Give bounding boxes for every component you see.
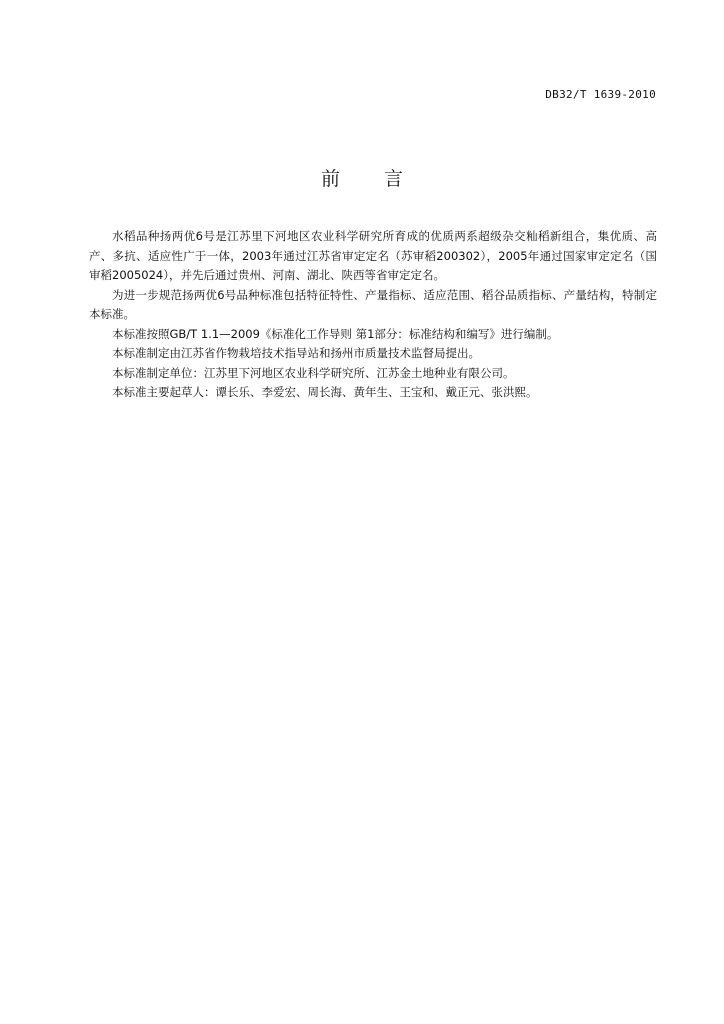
paragraph-proposer: 本标准制定由江苏省作物栽培技术指导站和扬州市质量技术监督局提出。 [112, 346, 480, 360]
paragraph-intro: 水稻品种扬两优6号是江苏里下河地区农业科学研究所育成的优质两系超级杂交籼稻新组合，集优质、高产、多抗、适应性广于一体，2003年通过江苏省审定定名（苏审稻200302），2005年通过国家审定定名（国审稻2005024），并先后通过贵州、河南、湖北、陕西等省审定定名。 [89, 229, 657, 282]
document-code: DB32/T 1639-2010 [545, 88, 656, 101]
paragraph-drafters: 本标准主要起草人：谭长乐、李爱宏、周长海、黄年生、王宝和、戴正元、张洪熙。 [112, 385, 538, 399]
foreword-body [89, 227, 657, 403]
paragraph-drafting-rules: 本标准按照GB/T 1.1—2009《标准化工作导则 第1部分：标准结构和编写》进行编制。 [112, 326, 559, 341]
page-title [0, 164, 724, 191]
paragraph-drafting-units: 本标准制定单位：江苏里下河地区农业科学研究所、江苏金土地种业有限公司。 [112, 365, 515, 380]
title-char-2: 言 [384, 168, 404, 190]
title-char-1: 前 [320, 168, 340, 190]
paragraph-purpose: 为进一步规范扬两优6号品种标准包括特征特性、产量指标、适应范围、稻谷品质指标、产量结构，特制定本标准。 [89, 287, 657, 321]
